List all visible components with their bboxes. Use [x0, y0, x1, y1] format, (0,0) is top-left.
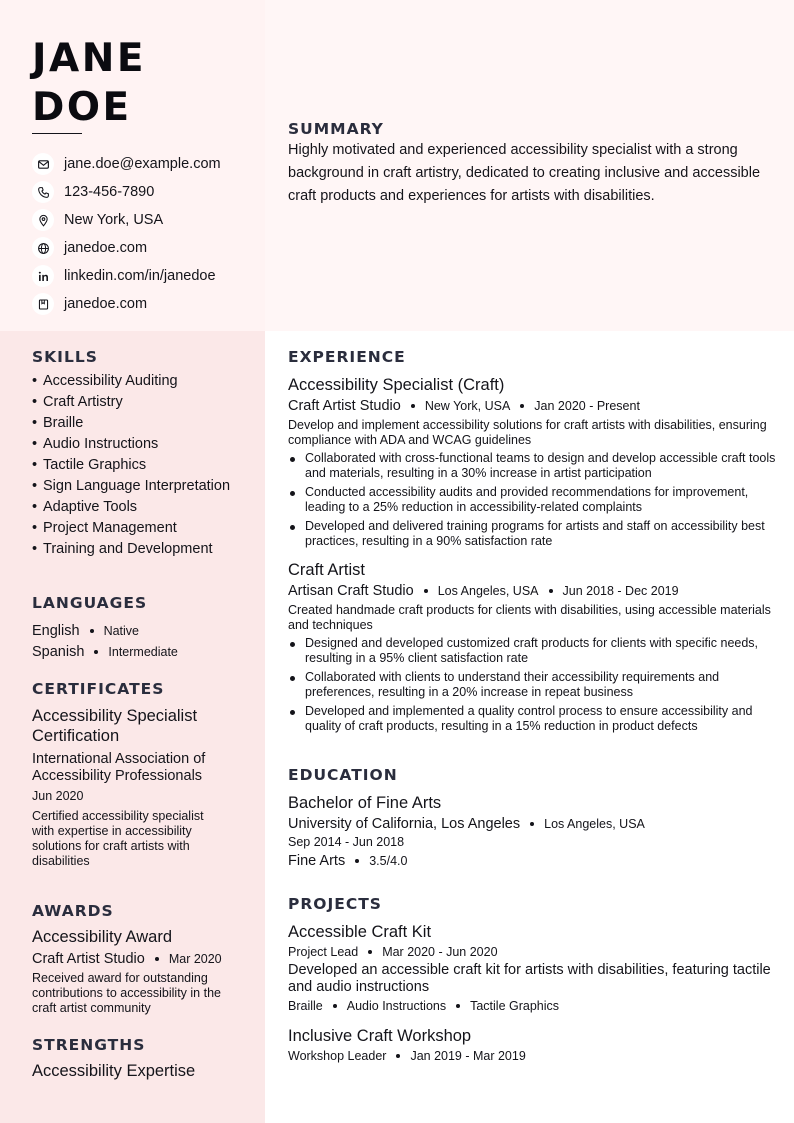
project-entry	[288, 1026, 776, 1063]
section-title: EDUCATION	[288, 766, 398, 784]
skill-item: • Tactile Graphics	[32, 456, 247, 474]
job-description: Develop and implement accessibility solutions for craft artists with disabilities, ensuring compliance with ADA and WCAG guidelines	[288, 418, 767, 447]
summary-text: Highly motivated and experienced accessibility specialist with a strong background in craft artistry, dedicated to creating inclusive and accessible craft products and experiences for artists with disabilities.	[288, 142, 761, 204]
project-role: Project Lead	[288, 945, 359, 959]
project-description: Developed an accessible craft kit for artists with disabilities, featuring tactile and audio instructions	[288, 962, 771, 995]
section-title: STRENGTHS	[32, 1036, 146, 1054]
section-title: CERTIFICATES	[32, 680, 165, 698]
job-company: Craft Artist Studio	[288, 398, 401, 414]
experience-section	[288, 348, 776, 738]
skill-item: • Sign Language Interpretation	[32, 477, 247, 495]
education-dates: Sep 2014 - Jun 2018	[288, 835, 405, 849]
separator-dot	[355, 859, 359, 863]
degree-name: Bachelor of Fine Arts	[288, 794, 442, 812]
section-title: LANGUAGES	[32, 594, 148, 612]
project-name: Inclusive Craft Workshop	[288, 1027, 472, 1045]
languages-section	[32, 594, 247, 662]
job-company: Artisan Craft Studio	[288, 583, 414, 599]
separator-dot	[368, 950, 372, 954]
award-date: Mar 2020	[168, 952, 222, 966]
contact-phone[interactable]	[32, 178, 221, 206]
certificate-org: International Association of Accessibility Professionals	[32, 751, 206, 784]
contact-text: New York, USA	[64, 212, 164, 228]
separator-dot	[396, 1054, 400, 1058]
section-title: PROJECTS	[288, 895, 382, 913]
awards-section	[32, 902, 242, 1016]
separator-dot	[424, 589, 428, 593]
portfolio-icon	[32, 293, 54, 315]
school-name: University of California, Los Angeles	[288, 816, 521, 832]
job-title: Accessibility Specialist (Craft)	[288, 376, 505, 394]
contact-linkedin[interactable]	[32, 262, 221, 290]
skill-item: • Project Management	[32, 519, 247, 537]
skill-list	[32, 372, 247, 558]
project-tag: Audio Instructions	[346, 999, 447, 1013]
separator-dot	[520, 404, 524, 408]
language-row	[32, 620, 247, 641]
language-level: Native	[103, 623, 139, 638]
contact-portfolio[interactable]	[32, 290, 221, 318]
project-name: Accessible Craft Kit	[288, 923, 432, 941]
candidate-name	[32, 34, 146, 132]
skill-item: • Accessibility Auditing	[32, 372, 247, 390]
globe-icon	[32, 237, 54, 259]
award-org: Craft Artist Studio	[32, 951, 145, 967]
education-field-row	[288, 853, 776, 869]
contact-text: linkedin.com/in/janedoe	[64, 268, 216, 284]
job-bullets	[288, 636, 776, 734]
education-section	[288, 766, 776, 869]
separator-dot	[94, 650, 98, 654]
job-bullets	[288, 451, 776, 549]
certificate-name: Accessibility Specialist Certification	[32, 707, 198, 745]
certificate-date: Jun 2020	[32, 789, 84, 803]
separator-dot	[456, 1004, 460, 1008]
name-divider	[32, 133, 82, 134]
job-meta	[288, 398, 776, 414]
education-meta	[288, 816, 776, 832]
contact-location	[32, 206, 221, 234]
separator-dot	[155, 957, 159, 961]
job-dates: Jan 2020 - Present	[534, 399, 640, 413]
last-name: DOE	[32, 85, 132, 130]
separator-dot	[530, 822, 534, 826]
job-location: Los Angeles, USA	[437, 584, 539, 598]
language-name: Spanish	[32, 643, 85, 660]
job-title: Craft Artist	[288, 561, 366, 579]
field-of-study: Fine Arts	[288, 853, 346, 869]
certificate-desc: Certified accessibility specialist with expertise in accessibility solutions for craft artists with disabilities	[32, 809, 204, 868]
job-bullet: Collaborated with cross-functional teams to design and develop accessible craft tools and materials, resulting in a 30% increase in artist participation	[288, 451, 776, 481]
contact-text: janedoe.com	[64, 296, 148, 312]
contact-text: jane.doe@example.com	[64, 156, 221, 172]
contact-email[interactable]	[32, 150, 221, 178]
linkedin-icon	[32, 265, 54, 287]
contact-website[interactable]	[32, 234, 221, 262]
job-bullet: Designed and developed customized craft products for clients with specific needs, resulting in a 95% client satisfaction rate	[288, 636, 776, 666]
skill-item: • Adaptive Tools	[32, 498, 247, 516]
certificates-section	[32, 680, 237, 869]
project-role: Workshop Leader	[288, 1049, 387, 1063]
job-entry	[288, 560, 776, 734]
gpa: 3.5/4.0	[369, 854, 408, 868]
job-description: Created handmade craft products for clients with disabilities, using accessible materials and techniques	[288, 603, 771, 632]
project-dates: Mar 2020 - Jun 2020	[382, 945, 498, 959]
award-meta	[32, 951, 242, 967]
job-bullet: Collaborated with clients to understand their accessibility requirements and preferences, resulting in a 20% increase in repeat business	[288, 670, 776, 700]
job-entry	[288, 375, 776, 549]
language-level: Intermediate	[108, 644, 178, 659]
job-bullet: Developed and implemented a quality control process to ensure accessibility and quality of craft products, resulting in a 15% reduction in product defects	[288, 704, 776, 734]
language-name: English	[32, 622, 80, 639]
contact-text: 123-456-7890	[64, 184, 155, 200]
mail-icon	[32, 153, 54, 175]
contact-text: janedoe.com	[64, 240, 148, 256]
section-title: SKILLS	[32, 348, 98, 366]
section-title: AWARDS	[32, 902, 114, 920]
first-name: JANE	[32, 36, 146, 81]
project-tag: Tactile Graphics	[470, 999, 560, 1013]
summary-section	[288, 120, 778, 208]
project-tag: Braille	[288, 999, 323, 1013]
phone-icon	[32, 181, 54, 203]
job-bullet: Developed and delivered training programs for artists and staff on accessibility best practices, resulting in a 90% satisfaction rate	[288, 519, 776, 549]
skills-section	[32, 348, 247, 561]
award-desc: Received award for outstanding contributions to accessibility in the craft artist community	[32, 971, 221, 1015]
location-pin-icon	[32, 209, 54, 231]
contact-list	[32, 150, 221, 318]
separator-dot	[411, 404, 415, 408]
job-location: New York, USA	[424, 399, 511, 413]
job-dates: Jun 2018 - Dec 2019	[562, 584, 679, 598]
separator-dot	[90, 629, 94, 633]
project-entry	[288, 922, 776, 1013]
project-meta	[288, 945, 776, 959]
skill-item: • Training and Development	[32, 540, 247, 558]
school-location: Los Angeles, USA	[544, 817, 645, 831]
project-meta	[288, 1049, 776, 1063]
projects-section	[288, 895, 776, 1063]
language-row	[32, 641, 247, 662]
project-dates: Jan 2019 - Mar 2019	[410, 1049, 526, 1063]
job-bullet: Conducted accessibility audits and provided recommendations for improvement, leading to a 25% reduction in accessibility-related complaints	[288, 485, 776, 515]
section-title: SUMMARY	[288, 120, 384, 138]
skill-item: • Audio Instructions	[32, 435, 247, 453]
strength-item: Accessibility Expertise	[32, 1062, 196, 1080]
separator-dot	[333, 1004, 337, 1008]
strengths-section	[32, 1036, 247, 1081]
job-meta	[288, 583, 776, 599]
section-title: EXPERIENCE	[288, 348, 406, 366]
skill-item: • Braille	[32, 414, 247, 432]
skill-item: • Craft Artistry	[32, 393, 247, 411]
separator-dot	[549, 589, 553, 593]
award-name: Accessibility Award	[32, 928, 173, 946]
project-tags	[288, 999, 776, 1013]
